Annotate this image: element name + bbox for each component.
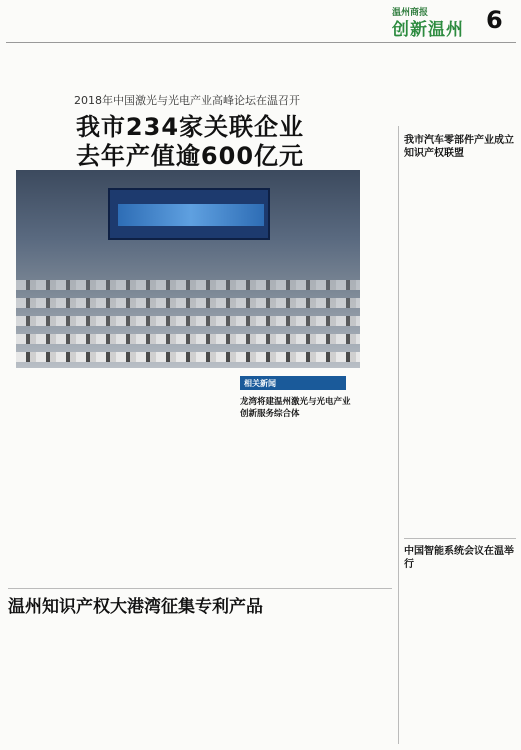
bottom-story-title: 温州知识产权大港湾征集专利产品 — [8, 597, 263, 617]
bottom-body-col1 — [8, 616, 130, 746]
right-divider — [404, 538, 516, 539]
audience-row — [16, 280, 360, 290]
lead-headline-line2: 去年产值逾600亿元 — [75, 142, 305, 170]
audience-row — [16, 298, 360, 308]
section-name: 创新温州 — [392, 20, 464, 40]
lead-body-col1 — [16, 376, 120, 588]
audience-row — [16, 316, 360, 326]
lead-headline-line1: 我市234家关联企业 — [75, 113, 305, 141]
column-divider — [398, 126, 399, 744]
edition-name: 温州商报 — [392, 8, 429, 18]
right-story1-body — [404, 164, 516, 532]
right-story2-body — [404, 576, 516, 746]
audience-row — [16, 334, 360, 344]
right-story2-title: 中国智能系统会议在温举行 — [404, 546, 514, 570]
bottom-body-col3 — [264, 616, 392, 746]
related-body — [240, 424, 356, 588]
page-header — [0, 0, 521, 44]
bottom-body-col2 — [136, 616, 258, 746]
right-story1-title: 我市汽车零部件产业成立知识产权联盟 — [404, 135, 514, 159]
conference-photo — [16, 170, 360, 368]
audience-row — [16, 352, 360, 362]
related-news-tag: 相关新闻 — [240, 376, 346, 390]
stage-screen — [108, 188, 270, 240]
header-rule — [6, 42, 516, 43]
page-number: 6 — [486, 6, 503, 34]
related-news-title: 龙湾将建温州激光与光电产业创新服务综合体 — [240, 397, 351, 419]
lead-kicker: 2018年中国激光与光电产业高峰论坛在温召开 — [74, 94, 300, 107]
lead-body-col2 — [126, 376, 232, 588]
bottom-divider — [8, 588, 392, 589]
